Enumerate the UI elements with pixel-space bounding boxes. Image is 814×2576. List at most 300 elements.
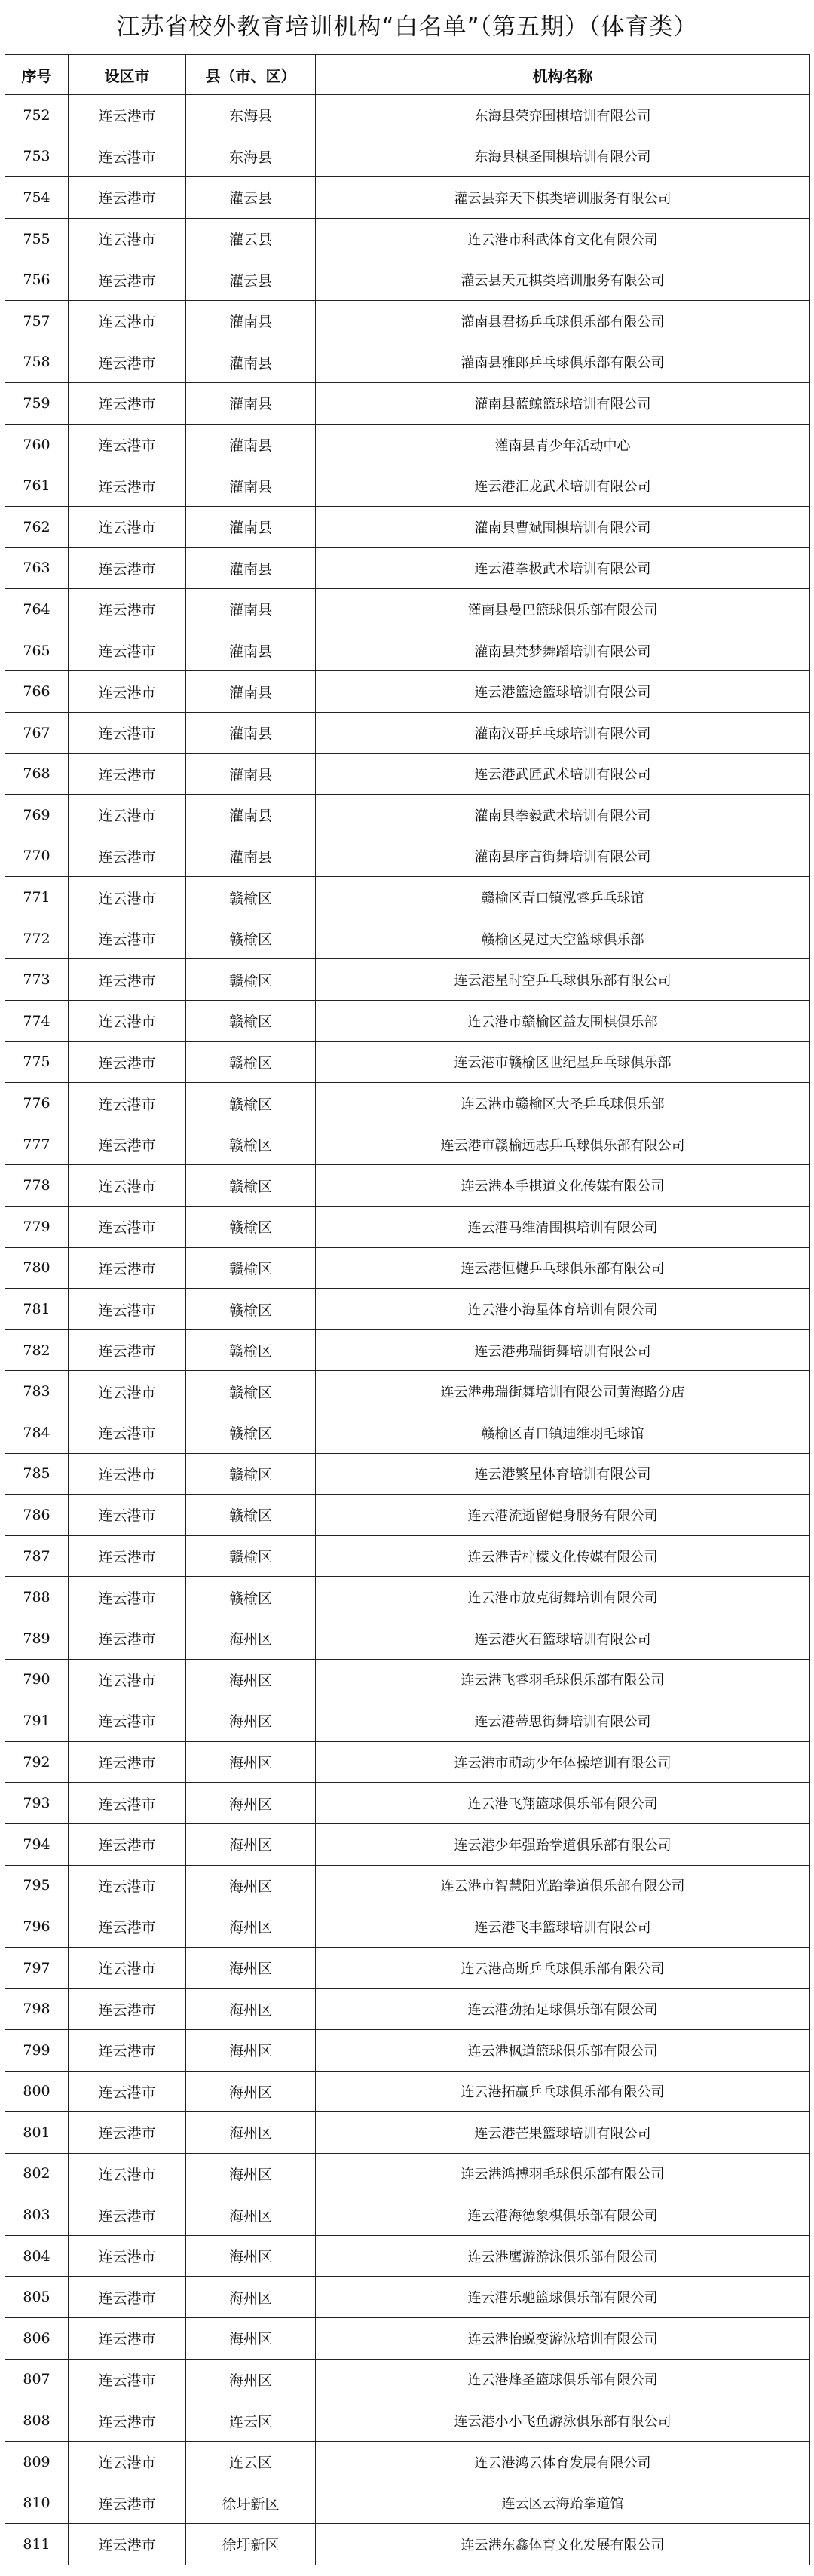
- cell-county: 连云区: [186, 2400, 316, 2442]
- cell-no: 794: [5, 1823, 69, 1865]
- cell-county: 海州区: [186, 1618, 316, 1659]
- cell-org: 连云港小海星体育培训有限公司: [316, 1289, 810, 1330]
- cell-county: 赣榆区: [186, 918, 316, 959]
- table-row: [5, 753, 810, 795]
- cell-org: 连云港市萌动少年体操培训有限公司: [316, 1741, 810, 1783]
- table-row: [5, 1207, 810, 1248]
- table-row: [5, 547, 810, 589]
- cell-county: 赣榆区: [186, 959, 316, 1001]
- cell-no: 790: [5, 1659, 69, 1700]
- cell-county: 海州区: [186, 2153, 316, 2194]
- cell-city: 连云港市: [69, 1906, 186, 1948]
- cell-city: 连云港市: [69, 2524, 186, 2565]
- cell-city: 连云港市: [69, 2482, 186, 2524]
- cell-no: 775: [5, 1041, 69, 1083]
- cell-county: 赣榆区: [186, 1207, 316, 1248]
- cell-county: 海州区: [186, 1659, 316, 1700]
- cell-org: 灌南汉哥乒乓球培训有限公司: [316, 712, 810, 753]
- table-row: [5, 1659, 810, 1700]
- table-row: [5, 1906, 810, 1948]
- cell-org: 东海县棋圣围棋培训有限公司: [316, 136, 810, 177]
- cell-county: 赣榆区: [186, 1371, 316, 1412]
- cell-county: 赣榆区: [186, 877, 316, 918]
- cell-city: 连云港市: [69, 589, 186, 630]
- table-row: [5, 959, 810, 1001]
- cell-no: 773: [5, 959, 69, 1001]
- cell-org: 灌南县青少年活动中心: [316, 424, 810, 465]
- cell-city: 连云港市: [69, 342, 186, 383]
- table-row: [5, 1453, 810, 1495]
- cell-county: 海州区: [186, 1783, 316, 1824]
- cell-org: 连云港蒂思街舞培训有限公司: [316, 1700, 810, 1742]
- cell-org: 灌南县雅郎乒乓球俱乐部有限公司: [316, 342, 810, 383]
- cell-city: 连云港市: [69, 836, 186, 877]
- cell-no: 768: [5, 753, 69, 795]
- cell-county: 海州区: [186, 1906, 316, 1948]
- cell-org: 连云港小小飞鱼游泳俱乐部有限公司: [316, 2400, 810, 2442]
- table-row: [5, 1329, 810, 1371]
- cell-no: 769: [5, 795, 69, 836]
- cell-city: 连云港市: [69, 671, 186, 713]
- cell-city: 连云港市: [69, 2112, 186, 2154]
- cell-city: 连云港市: [69, 383, 186, 425]
- cell-county: 赣榆区: [186, 1412, 316, 1454]
- cell-org: 连云港本手棋道文化传媒有限公司: [316, 1165, 810, 1207]
- cell-city: 连云港市: [69, 1741, 186, 1783]
- cell-no: 796: [5, 1906, 69, 1948]
- cell-no: 755: [5, 218, 69, 259]
- table-row: [5, 1495, 810, 1536]
- cell-no: 786: [5, 1495, 69, 1536]
- cell-org: 连云港少年强跆拳道俱乐部有限公司: [316, 1823, 810, 1865]
- cell-city: 连云港市: [69, 1823, 186, 1865]
- cell-city: 连云港市: [69, 1783, 186, 1824]
- cell-county: 灌南县: [186, 589, 316, 630]
- table-row: [5, 1165, 810, 1207]
- table-row: [5, 1865, 810, 1906]
- cell-org: 连云港劲拓足球俱乐部有限公司: [316, 1989, 810, 2030]
- table-row: [5, 2112, 810, 2154]
- cell-county: 灌南县: [186, 547, 316, 589]
- cell-city: 连云港市: [69, 1001, 186, 1042]
- cell-city: 连云港市: [69, 465, 186, 507]
- cell-org: 灌南县序言街舞培训有限公司: [316, 836, 810, 877]
- cell-org: 连云港海德象棋俱乐部有限公司: [316, 2194, 810, 2236]
- cell-org: 连云港飞睿羽毛球俱乐部有限公司: [316, 1659, 810, 1700]
- cell-org: 连云港恒樾乒乓球俱乐部有限公司: [316, 1247, 810, 1289]
- cell-org: 连云港烽圣篮球俱乐部有限公司: [316, 2359, 810, 2400]
- cell-org: 灌南县君扬乒乓球俱乐部有限公司: [316, 300, 810, 342]
- cell-county: 赣榆区: [186, 1041, 316, 1083]
- cell-no: 804: [5, 2235, 69, 2277]
- cell-city: 连云港市: [69, 2153, 186, 2194]
- cell-county: 灌南县: [186, 424, 316, 465]
- cell-no: 807: [5, 2359, 69, 2400]
- cell-org: 连云区云海跆拳道馆: [316, 2482, 810, 2524]
- cell-county: 海州区: [186, 2029, 316, 2071]
- table-row: [5, 877, 810, 918]
- cell-org: 连云港篮途篮球培训有限公司: [316, 671, 810, 713]
- header-row: [5, 55, 810, 95]
- cell-no: 772: [5, 918, 69, 959]
- cell-org: 灌南县曼巴篮球俱乐部有限公司: [316, 589, 810, 630]
- cell-city: 连云港市: [69, 1659, 186, 1700]
- table-row: [5, 836, 810, 877]
- table-row: [5, 2194, 810, 2236]
- cell-no: 785: [5, 1453, 69, 1495]
- cell-city: 连云港市: [69, 1618, 186, 1659]
- cell-city: 连云港市: [69, 1289, 186, 1330]
- cell-county: 灌南县: [186, 630, 316, 671]
- cell-no: 777: [5, 1124, 69, 1165]
- cell-city: 连云港市: [69, 1453, 186, 1495]
- cell-no: 764: [5, 589, 69, 630]
- cell-county: 赣榆区: [186, 1124, 316, 1165]
- cell-city: 连云港市: [69, 1412, 186, 1454]
- cell-org: 连云港拓赢乒乓球俱乐部有限公司: [316, 2071, 810, 2112]
- cell-city: 连云港市: [69, 630, 186, 671]
- table-row: [5, 1783, 810, 1824]
- table-row: [5, 712, 810, 753]
- cell-city: 连云港市: [69, 547, 186, 589]
- cell-city: 连云港市: [69, 2194, 186, 2236]
- cell-city: 连云港市: [69, 177, 186, 219]
- cell-city: 连云港市: [69, 795, 186, 836]
- cell-org: 连云港青柠檬文化传媒有限公司: [316, 1535, 810, 1577]
- cell-city: 连云港市: [69, 1165, 186, 1207]
- table-row: [5, 2482, 810, 2524]
- table-row: [5, 259, 810, 301]
- table-row: [5, 1001, 810, 1042]
- cell-city: 连云港市: [69, 2318, 186, 2360]
- cell-county: 赣榆区: [186, 1495, 316, 1536]
- cell-org: 连云港火石篮球培训有限公司: [316, 1618, 810, 1659]
- cell-county: 海州区: [186, 1823, 316, 1865]
- cell-no: 788: [5, 1577, 69, 1618]
- cell-org: 灌云县天元棋类培训服务有限公司: [316, 259, 810, 301]
- table-row: [5, 1989, 810, 2030]
- cell-no: 799: [5, 2029, 69, 2071]
- cell-org: 灌南县拳毅武术培训有限公司: [316, 795, 810, 836]
- table-row: [5, 383, 810, 425]
- cell-no: 766: [5, 671, 69, 713]
- table-header: [5, 55, 810, 95]
- cell-org: 连云港鹰游游泳俱乐部有限公司: [316, 2235, 810, 2277]
- cell-county: 海州区: [186, 1989, 316, 2030]
- header-county: 县（市、区）: [186, 55, 316, 95]
- cell-no: 762: [5, 506, 69, 547]
- cell-no: 811: [5, 2524, 69, 2565]
- table-row: [5, 1124, 810, 1165]
- table-body: [5, 95, 810, 2565]
- table-row: [5, 136, 810, 177]
- cell-org: 灌南县蓝鲸篮球培训有限公司: [316, 383, 810, 425]
- cell-county: 徐圩新区: [186, 2524, 316, 2565]
- cell-city: 连云港市: [69, 2071, 186, 2112]
- cell-city: 连云港市: [69, 136, 186, 177]
- header-org: 机构名称: [316, 55, 810, 95]
- cell-county: 赣榆区: [186, 1247, 316, 1289]
- table-row: [5, 424, 810, 465]
- cell-no: 754: [5, 177, 69, 219]
- cell-no: 805: [5, 2277, 69, 2318]
- cell-county: 海州区: [186, 1741, 316, 1783]
- cell-org: 连云港马维清围棋培训有限公司: [316, 1207, 810, 1248]
- cell-county: 灌南县: [186, 836, 316, 877]
- cell-city: 连云港市: [69, 2235, 186, 2277]
- cell-no: 797: [5, 1947, 69, 1989]
- table-row: [5, 1371, 810, 1412]
- table-row: [5, 918, 810, 959]
- cell-no: 780: [5, 1247, 69, 1289]
- cell-org: 连云港弗瑞街舞培训有限公司: [316, 1329, 810, 1371]
- cell-org: 连云港鸿云体育发展有限公司: [316, 2441, 810, 2482]
- cell-no: 758: [5, 342, 69, 383]
- cell-county: 赣榆区: [186, 1329, 316, 1371]
- cell-no: 783: [5, 1371, 69, 1412]
- cell-county: 赣榆区: [186, 1289, 316, 1330]
- cell-org: 灌南县梵梦舞蹈培训有限公司: [316, 630, 810, 671]
- table-row: [5, 1741, 810, 1783]
- cell-org: 连云港市赣榆区大圣乒乓球俱乐部: [316, 1083, 810, 1124]
- cell-county: 赣榆区: [186, 1083, 316, 1124]
- cell-no: 771: [5, 877, 69, 918]
- cell-no: 767: [5, 712, 69, 753]
- header-city: 设区市: [69, 55, 186, 95]
- cell-city: 连云港市: [69, 424, 186, 465]
- cell-org: 连云港怡蜕变游泳培训有限公司: [316, 2318, 810, 2360]
- cell-city: 连云港市: [69, 918, 186, 959]
- cell-city: 连云港市: [69, 1700, 186, 1742]
- table-row: [5, 2071, 810, 2112]
- table-row: [5, 1618, 810, 1659]
- cell-org: 连云港飞丰篮球培训有限公司: [316, 1906, 810, 1948]
- cell-org: 连云港弗瑞街舞培训有限公司黄海路分店: [316, 1371, 810, 1412]
- table-row: [5, 1823, 810, 1865]
- cell-no: 802: [5, 2153, 69, 2194]
- cell-no: 787: [5, 1535, 69, 1577]
- table-row: [5, 1041, 810, 1083]
- table-row: [5, 506, 810, 547]
- cell-no: 803: [5, 2194, 69, 2236]
- cell-city: 连云港市: [69, 2277, 186, 2318]
- cell-city: 连云港市: [69, 1947, 186, 1989]
- cell-no: 808: [5, 2400, 69, 2442]
- cell-no: 765: [5, 630, 69, 671]
- table-row: [5, 2400, 810, 2442]
- cell-city: 连云港市: [69, 300, 186, 342]
- cell-org: 灌云县弈天下棋类培训服务有限公司: [316, 177, 810, 219]
- cell-city: 连云港市: [69, 1247, 186, 1289]
- cell-city: 连云港市: [69, 1577, 186, 1618]
- table-row: [5, 1247, 810, 1289]
- table-row: [5, 630, 810, 671]
- cell-org: 赣榆区青口镇泓睿乒乓球馆: [316, 877, 810, 918]
- cell-no: 779: [5, 1207, 69, 1248]
- cell-org: 连云港市赣榆区世纪星乒乓球俱乐部: [316, 1041, 810, 1083]
- cell-no: 792: [5, 1741, 69, 1783]
- cell-city: 连云港市: [69, 1083, 186, 1124]
- cell-no: 800: [5, 2071, 69, 2112]
- cell-no: 756: [5, 259, 69, 301]
- cell-county: 灌南县: [186, 465, 316, 507]
- cell-org: 东海县荣弈围棋培训有限公司: [316, 95, 810, 136]
- cell-org: 连云港市科武体育文化有限公司: [316, 218, 810, 259]
- cell-city: 连云港市: [69, 1124, 186, 1165]
- cell-county: 灌南县: [186, 671, 316, 713]
- table-row: [5, 218, 810, 259]
- cell-county: 赣榆区: [186, 1577, 316, 1618]
- cell-county: 海州区: [186, 2318, 316, 2360]
- cell-no: 809: [5, 2441, 69, 2482]
- whitelist-table: [5, 54, 810, 2565]
- table-row: [5, 589, 810, 630]
- cell-no: 753: [5, 136, 69, 177]
- cell-county: 灌南县: [186, 300, 316, 342]
- table-row: [5, 2524, 810, 2565]
- cell-city: 连云港市: [69, 2359, 186, 2400]
- table-row: [5, 2153, 810, 2194]
- cell-org: 连云港繁星体育培训有限公司: [316, 1453, 810, 1495]
- table-row: [5, 2441, 810, 2482]
- cell-city: 连云港市: [69, 753, 186, 795]
- cell-county: 海州区: [186, 1947, 316, 1989]
- cell-county: 海州区: [186, 2235, 316, 2277]
- cell-city: 连云港市: [69, 1371, 186, 1412]
- cell-org: 连云港市放克街舞培训有限公司: [316, 1577, 810, 1618]
- cell-city: 连云港市: [69, 959, 186, 1001]
- cell-county: 海州区: [186, 1700, 316, 1742]
- cell-county: 灌南县: [186, 506, 316, 547]
- cell-county: 连云区: [186, 2441, 316, 2482]
- cell-city: 连云港市: [69, 1865, 186, 1906]
- table-row: [5, 2277, 810, 2318]
- cell-county: 徐圩新区: [186, 2482, 316, 2524]
- cell-org: 连云港芒果篮球培训有限公司: [316, 2112, 810, 2154]
- table-row: [5, 95, 810, 136]
- cell-city: 连云港市: [69, 1207, 186, 1248]
- cell-county: 海州区: [186, 2277, 316, 2318]
- cell-city: 连云港市: [69, 2400, 186, 2442]
- cell-no: 795: [5, 1865, 69, 1906]
- cell-no: 763: [5, 547, 69, 589]
- cell-org: 赣榆区青口镇迪维羽毛球馆: [316, 1412, 810, 1454]
- cell-city: 连云港市: [69, 506, 186, 547]
- cell-county: 灌云县: [186, 218, 316, 259]
- cell-city: 连云港市: [69, 1535, 186, 1577]
- cell-county: 海州区: [186, 2194, 316, 2236]
- cell-org: 连云港乐驰篮球俱乐部有限公司: [316, 2277, 810, 2318]
- table-row: [5, 671, 810, 713]
- cell-city: 连云港市: [69, 1495, 186, 1536]
- cell-city: 连云港市: [69, 1989, 186, 2030]
- table-row: [5, 1700, 810, 1742]
- cell-county: 灌南县: [186, 753, 316, 795]
- cell-org: 连云港流逝留健身服务有限公司: [316, 1495, 810, 1536]
- cell-city: 连云港市: [69, 877, 186, 918]
- cell-no: 757: [5, 300, 69, 342]
- cell-org: 连云港市赣榆远志乒乓球俱乐部有限公司: [316, 1124, 810, 1165]
- cell-org: 连云港市智慧阳光跆拳道俱乐部有限公司: [316, 1865, 810, 1906]
- table-row: [5, 2235, 810, 2277]
- cell-county: 赣榆区: [186, 1001, 316, 1042]
- cell-city: 连云港市: [69, 1041, 186, 1083]
- cell-org: 连云港东鑫体育文化发展有限公司: [316, 2524, 810, 2565]
- table-row: [5, 300, 810, 342]
- cell-no: 806: [5, 2318, 69, 2360]
- cell-county: 灌云县: [186, 259, 316, 301]
- cell-no: 778: [5, 1165, 69, 1207]
- cell-org: 灌南县曹斌围棋培训有限公司: [316, 506, 810, 547]
- cell-no: 761: [5, 465, 69, 507]
- cell-no: 759: [5, 383, 69, 425]
- table-row: [5, 2029, 810, 2071]
- cell-no: 782: [5, 1329, 69, 1371]
- table-row: [5, 1289, 810, 1330]
- table-row: [5, 795, 810, 836]
- cell-org: 连云港市赣榆区益友围棋俱乐部: [316, 1001, 810, 1042]
- cell-county: 海州区: [186, 2359, 316, 2400]
- cell-city: 连云港市: [69, 1329, 186, 1371]
- cell-no: 784: [5, 1412, 69, 1454]
- cell-county: 海州区: [186, 1865, 316, 1906]
- cell-no: 789: [5, 1618, 69, 1659]
- cell-county: 灌南县: [186, 342, 316, 383]
- table-row: [5, 1947, 810, 1989]
- cell-no: 770: [5, 836, 69, 877]
- header-no: 序号: [5, 55, 69, 95]
- cell-city: 连云港市: [69, 95, 186, 136]
- table-row: [5, 2359, 810, 2400]
- page-title: 江苏省校外教育培训机构“白名单”（第五期）（体育类）: [116, 14, 698, 41]
- cell-county: 灌南县: [186, 795, 316, 836]
- cell-no: 776: [5, 1083, 69, 1124]
- cell-city: 连云港市: [69, 218, 186, 259]
- cell-org: 连云港武匠武术培训有限公司: [316, 753, 810, 795]
- cell-no: 774: [5, 1001, 69, 1042]
- table-row: [5, 1577, 810, 1618]
- table-row: [5, 1412, 810, 1454]
- cell-county: 东海县: [186, 136, 316, 177]
- cell-no: 793: [5, 1783, 69, 1824]
- cell-org: 连云港飞翔篮球俱乐部有限公司: [316, 1783, 810, 1824]
- cell-no: 798: [5, 1989, 69, 2030]
- cell-no: 781: [5, 1289, 69, 1330]
- cell-no: 791: [5, 1700, 69, 1742]
- cell-city: 连云港市: [69, 259, 186, 301]
- cell-city: 连云港市: [69, 712, 186, 753]
- cell-org: 连云港星时空乒乓球俱乐部有限公司: [316, 959, 810, 1001]
- cell-county: 海州区: [186, 2112, 316, 2154]
- cell-city: 连云港市: [69, 2441, 186, 2482]
- cell-no: 801: [5, 2112, 69, 2154]
- cell-no: 810: [5, 2482, 69, 2524]
- cell-county: 灌云县: [186, 177, 316, 219]
- cell-county: 东海县: [186, 95, 316, 136]
- table-row: [5, 2318, 810, 2360]
- table-row: [5, 342, 810, 383]
- cell-org: 连云港鸿搏羽毛球俱乐部有限公司: [316, 2153, 810, 2194]
- cell-no: 752: [5, 95, 69, 136]
- cell-org: 连云港拳极武术培训有限公司: [316, 547, 810, 589]
- cell-county: 灌南县: [186, 712, 316, 753]
- cell-county: 灌南县: [186, 383, 316, 425]
- cell-org: 连云港汇龙武术培训有限公司: [316, 465, 810, 507]
- table-row: [5, 465, 810, 507]
- cell-county: 赣榆区: [186, 1165, 316, 1207]
- cell-county: 赣榆区: [186, 1535, 316, 1577]
- cell-org: 赣榆区晃过天空篮球俱乐部: [316, 918, 810, 959]
